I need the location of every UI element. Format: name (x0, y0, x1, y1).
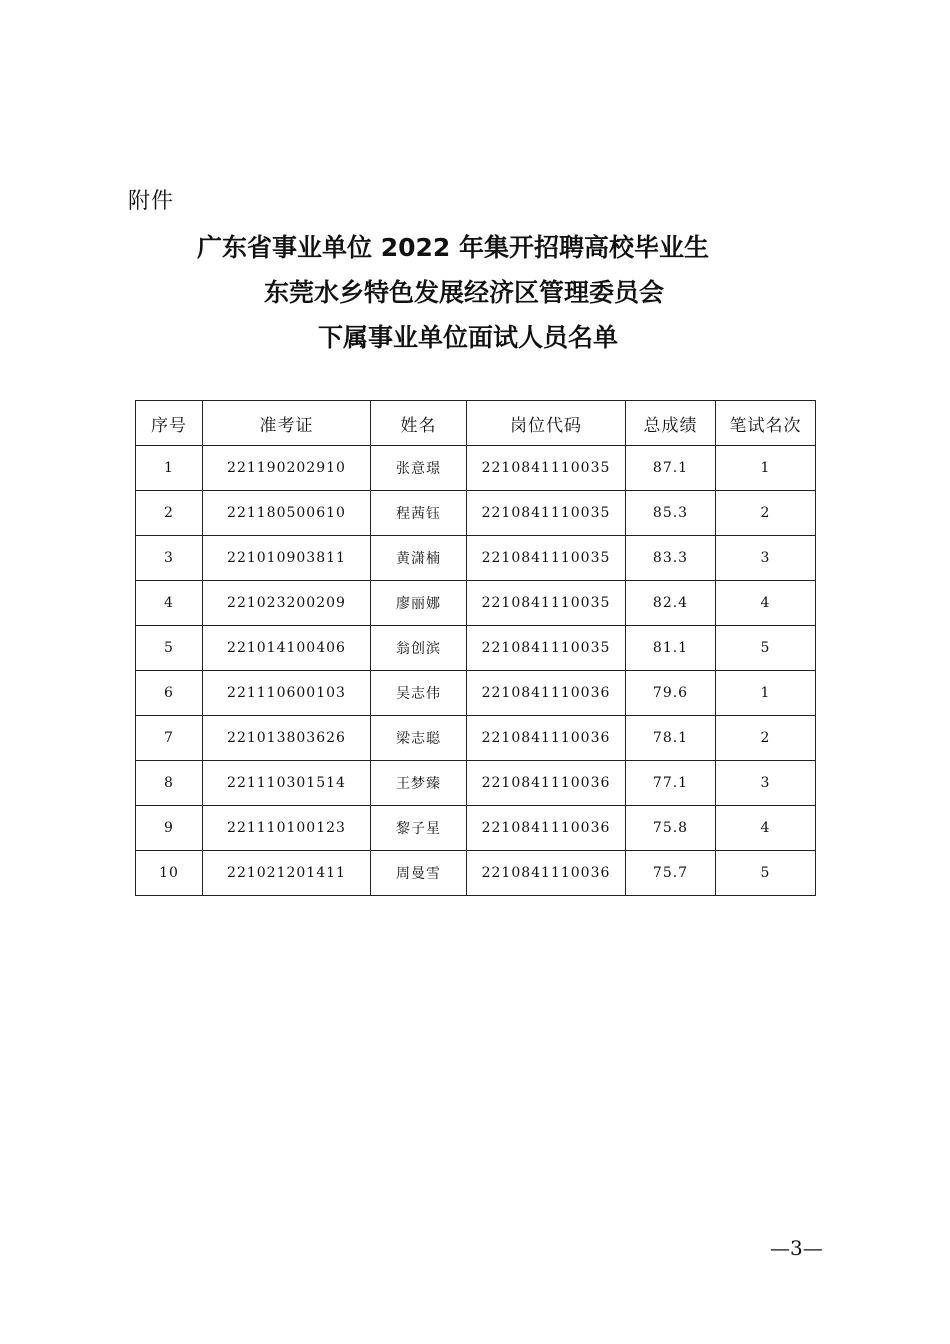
cell-name: 黄潇楠 (371, 536, 467, 581)
table-row (136, 446, 816, 491)
title-line-3: 下属事业单位面试人员名单 (318, 323, 619, 352)
header-exam-id: 准考证 (203, 401, 371, 446)
cell-total-score: 83.3 (626, 536, 716, 581)
cell-name: 程茜钰 (371, 491, 467, 536)
cell-total-score: 79.6 (626, 671, 716, 716)
cell-total-score: 75.7 (626, 851, 716, 896)
cell-seq: 7 (136, 716, 203, 761)
cell-position-code: 2210841110036 (467, 761, 626, 806)
cell-written-rank: 4 (716, 581, 816, 626)
cell-position-code: 2210841110036 (467, 716, 626, 761)
cell-exam-id: 221110100123 (203, 806, 371, 851)
cell-written-rank: 4 (716, 806, 816, 851)
cell-exam-id: 221013803626 (203, 716, 371, 761)
cell-seq: 8 (136, 761, 203, 806)
table-row (136, 491, 816, 536)
cell-position-code: 2210841110035 (467, 581, 626, 626)
table-row (136, 806, 816, 851)
attachment-label: 附件 (128, 189, 175, 214)
cell-total-score: 81.1 (626, 626, 716, 671)
cell-exam-id: 221023200209 (203, 581, 371, 626)
header-written-rank: 笔试名次 (716, 401, 816, 446)
cell-seq: 4 (136, 581, 203, 626)
cell-written-rank: 3 (716, 761, 816, 806)
table-row (136, 761, 816, 806)
cell-written-rank: 1 (716, 446, 816, 491)
cell-position-code: 2210841110036 (467, 806, 626, 851)
cell-position-code: 2210841110035 (467, 446, 626, 491)
cell-written-rank: 3 (716, 536, 816, 581)
cell-name: 黎子星 (371, 806, 467, 851)
table-row (136, 716, 816, 761)
cell-position-code: 2210841110036 (467, 671, 626, 716)
cell-exam-id: 221014100406 (203, 626, 371, 671)
table-row (136, 626, 816, 671)
cell-seq: 6 (136, 671, 203, 716)
cell-seq: 3 (136, 536, 203, 581)
cell-seq: 1 (136, 446, 203, 491)
cell-exam-id: 221180500610 (203, 491, 371, 536)
cell-seq: 2 (136, 491, 203, 536)
page-number: —3— (770, 1236, 823, 1260)
cell-exam-id: 221190202910 (203, 446, 371, 491)
cell-exam-id: 221110600103 (203, 671, 371, 716)
cell-written-rank: 5 (716, 851, 816, 896)
table-row (136, 851, 816, 896)
cell-total-score: 78.1 (626, 716, 716, 761)
cell-seq: 10 (136, 851, 203, 896)
cell-exam-id: 221021201411 (203, 851, 371, 896)
cell-total-score: 85.3 (626, 491, 716, 536)
interview-roster-table (135, 400, 816, 896)
table-header-row (136, 401, 816, 446)
cell-exam-id: 221110301514 (203, 761, 371, 806)
header-seq: 序号 (136, 401, 203, 446)
cell-total-score: 77.1 (626, 761, 716, 806)
cell-name: 廖丽娜 (371, 581, 467, 626)
cell-written-rank: 1 (716, 671, 816, 716)
cell-written-rank: 5 (716, 626, 816, 671)
cell-name: 翁创滨 (371, 626, 467, 671)
cell-name: 周曼雪 (371, 851, 467, 896)
cell-written-rank: 2 (716, 716, 816, 761)
cell-seq: 9 (136, 806, 203, 851)
title-line-1: 广东省事业单位 2022 年集开招聘高校毕业生 (197, 233, 709, 262)
cell-name: 王梦臻 (371, 761, 467, 806)
cell-name: 梁志聪 (371, 716, 467, 761)
cell-name: 张意璟 (371, 446, 467, 491)
cell-seq: 5 (136, 626, 203, 671)
cell-position-code: 2210841110036 (467, 851, 626, 896)
table-row (136, 671, 816, 716)
title-line-2: 东莞水乡特色发展经济区管理委员会 (264, 278, 665, 307)
table-row (136, 581, 816, 626)
cell-written-rank: 2 (716, 491, 816, 536)
cell-total-score: 87.1 (626, 446, 716, 491)
header-total-score: 总成绩 (626, 401, 716, 446)
cell-total-score: 75.8 (626, 806, 716, 851)
cell-total-score: 82.4 (626, 581, 716, 626)
cell-position-code: 2210841110035 (467, 536, 626, 581)
cell-name: 吴志伟 (371, 671, 467, 716)
table-row (136, 536, 816, 581)
cell-exam-id: 221010903811 (203, 536, 371, 581)
header-position-code: 岗位代码 (467, 401, 626, 446)
cell-position-code: 2210841110035 (467, 491, 626, 536)
header-name: 姓名 (371, 401, 467, 446)
cell-position-code: 2210841110035 (467, 626, 626, 671)
